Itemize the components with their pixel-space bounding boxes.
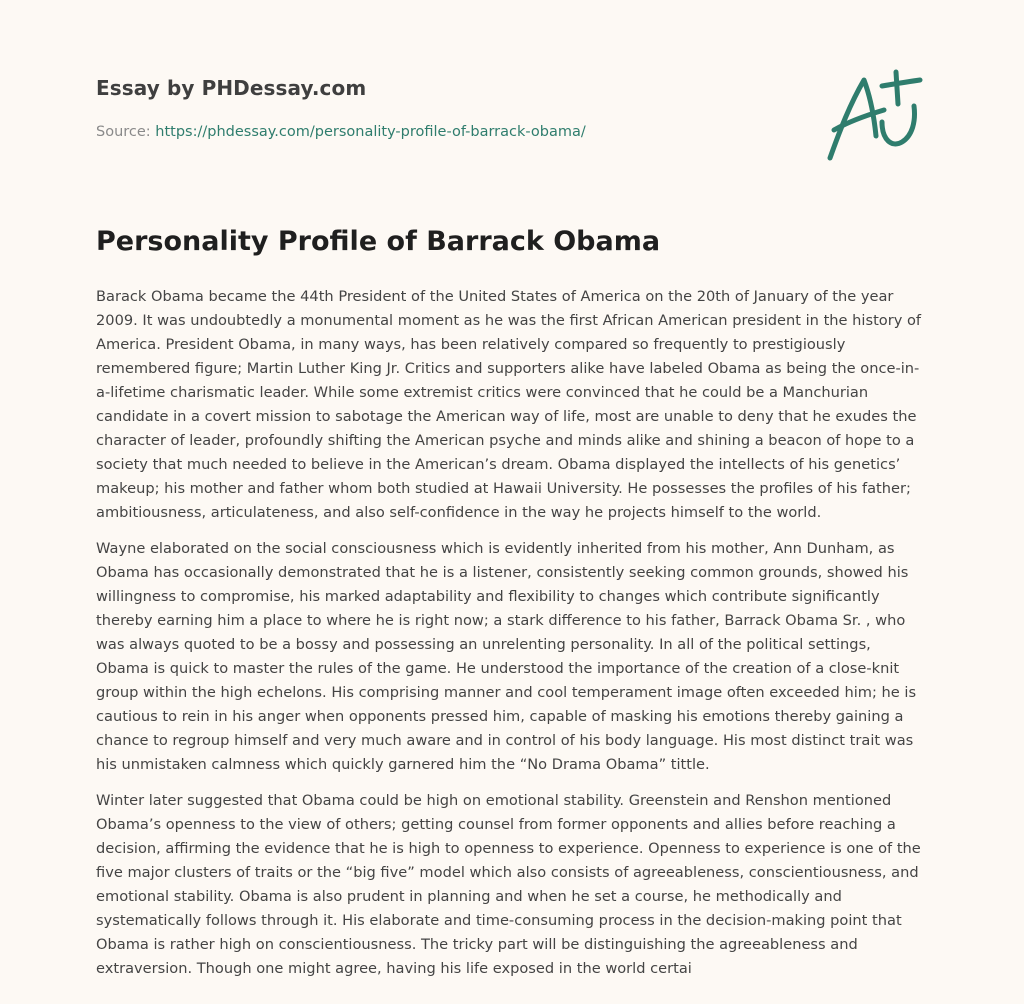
essay-paragraph-2 [96,537,928,777]
paragraph-line: a-lifetime charismatic leader. While some extremist critics were convinced that he could be a Manchurian [96,384,869,401]
paragraph-line: Wayne elaborated on the social consciousness which is evidently inherited from his mother, Ann Dunham, as [96,540,895,557]
paragraph-line: Obama is rather high on conscientiousness. The tricky part will be distinguishing the agreeableness and [96,936,858,953]
paragraph-line: systematically follows through it. His elaborate and time-consuming process in the decision-making point that [96,912,902,929]
paragraph-line: makeup; his mother and father whom both studied at Hawaii University. He possesses the profiles of his father; [96,480,911,497]
paragraph-line: candidate in a covert mission to sabotage the American way of life, most are unable to deny that he exudes the [96,408,917,425]
paragraph-line: was always quoted to be a bossy and possessing an unrelenting personality. In all of the political settings, [96,636,871,653]
essay-title: Personality Profile of Barrack Obama [96,226,661,257]
paragraph-line: ambitiousness, articulateness, and also self-confidence in the way he projects himself to the world. [96,504,822,521]
source-link[interactable]: https://phdessay.com/personality-profile-of-barrack-obama/ [155,124,586,140]
paragraph-line: extraversion. Though one might agree, having his life exposed in the world certai [96,960,692,977]
source-line [96,124,586,140]
paragraph-line: thereby earning him a place to where he is right now; a stark difference to his father, Barrack Obama Sr. , who [96,612,906,629]
essay-paragraph-1 [96,285,928,525]
paragraph-line: Obama’s openness to the view of others; getting counsel from former opponents and allies before reaching a [96,816,896,833]
paragraph-line: Obama is quick to master the rules of the game. He understood the importance of the creation of a close-knit [96,660,900,677]
paragraph-line: remembered figure; Martin Luther King Jr. Critics and supporters alike have labeled Obama as being the once-in- [96,360,920,377]
paragraph-line: decision, affirming the evidence that he is high to openness to experience. Openness to experience is one of the [96,840,921,857]
paragraph-line: five major clusters of traits or the “big five” model which also consists of agreeableness, conscientiousness, and [96,864,919,881]
paragraph-line: group within the high echelons. His comprising manner and cool temperament image often exceeded him; he is [96,684,917,701]
a-plus-logo-icon [820,64,932,168]
paragraph-line: chance to regroup himself and very much aware and in control of his body language. His most distinct trait was [96,732,914,749]
paragraph-line: Barack Obama became the 44th President of the United States of America on the 20th of January of the year [96,288,894,305]
site-brand: Essay by PHDessay.com [96,76,367,100]
paragraph-line: Winter later suggested that Obama could be high on emotional stability. Greenstein and Renshon mentioned [96,792,892,809]
paragraph-line: his unmistaken calmness which quickly garnered him the “No Drama Obama” tittle. [96,756,710,773]
paragraph-line: willingness to compromise, his marked adaptability and flexibility to changes which contribute significantly [96,588,880,605]
essay-body [96,285,928,993]
paragraph-line: society that much needed to believe in the American’s dream. Obama displayed the intellects of his genetics’ [96,456,901,473]
paragraph-line: cautious to rein in his anger when opponents pressed him, capable of masking his emotions thereby gaining a [96,708,904,725]
paragraph-line: emotional stability. Obama is also prudent in planning and when he set a course, he methodically and [96,888,842,905]
source-label: Source: [96,124,151,140]
paragraph-line: America. President Obama, in many ways, has been relatively compared so frequently to prestigiously [96,336,846,353]
paragraph-line: 2009. It was undoubtedly a monumental moment as he was the first African American president in the history of [96,312,922,329]
paragraph-line: Obama has occasionally demonstrated that he is a listener, consistently seeking common grounds, showed his [96,564,909,581]
essay-paragraph-3 [96,789,928,981]
paragraph-line: character of leader, profoundly shifting the American psyche and minds alike and shining a beacon of hope to a [96,432,915,449]
